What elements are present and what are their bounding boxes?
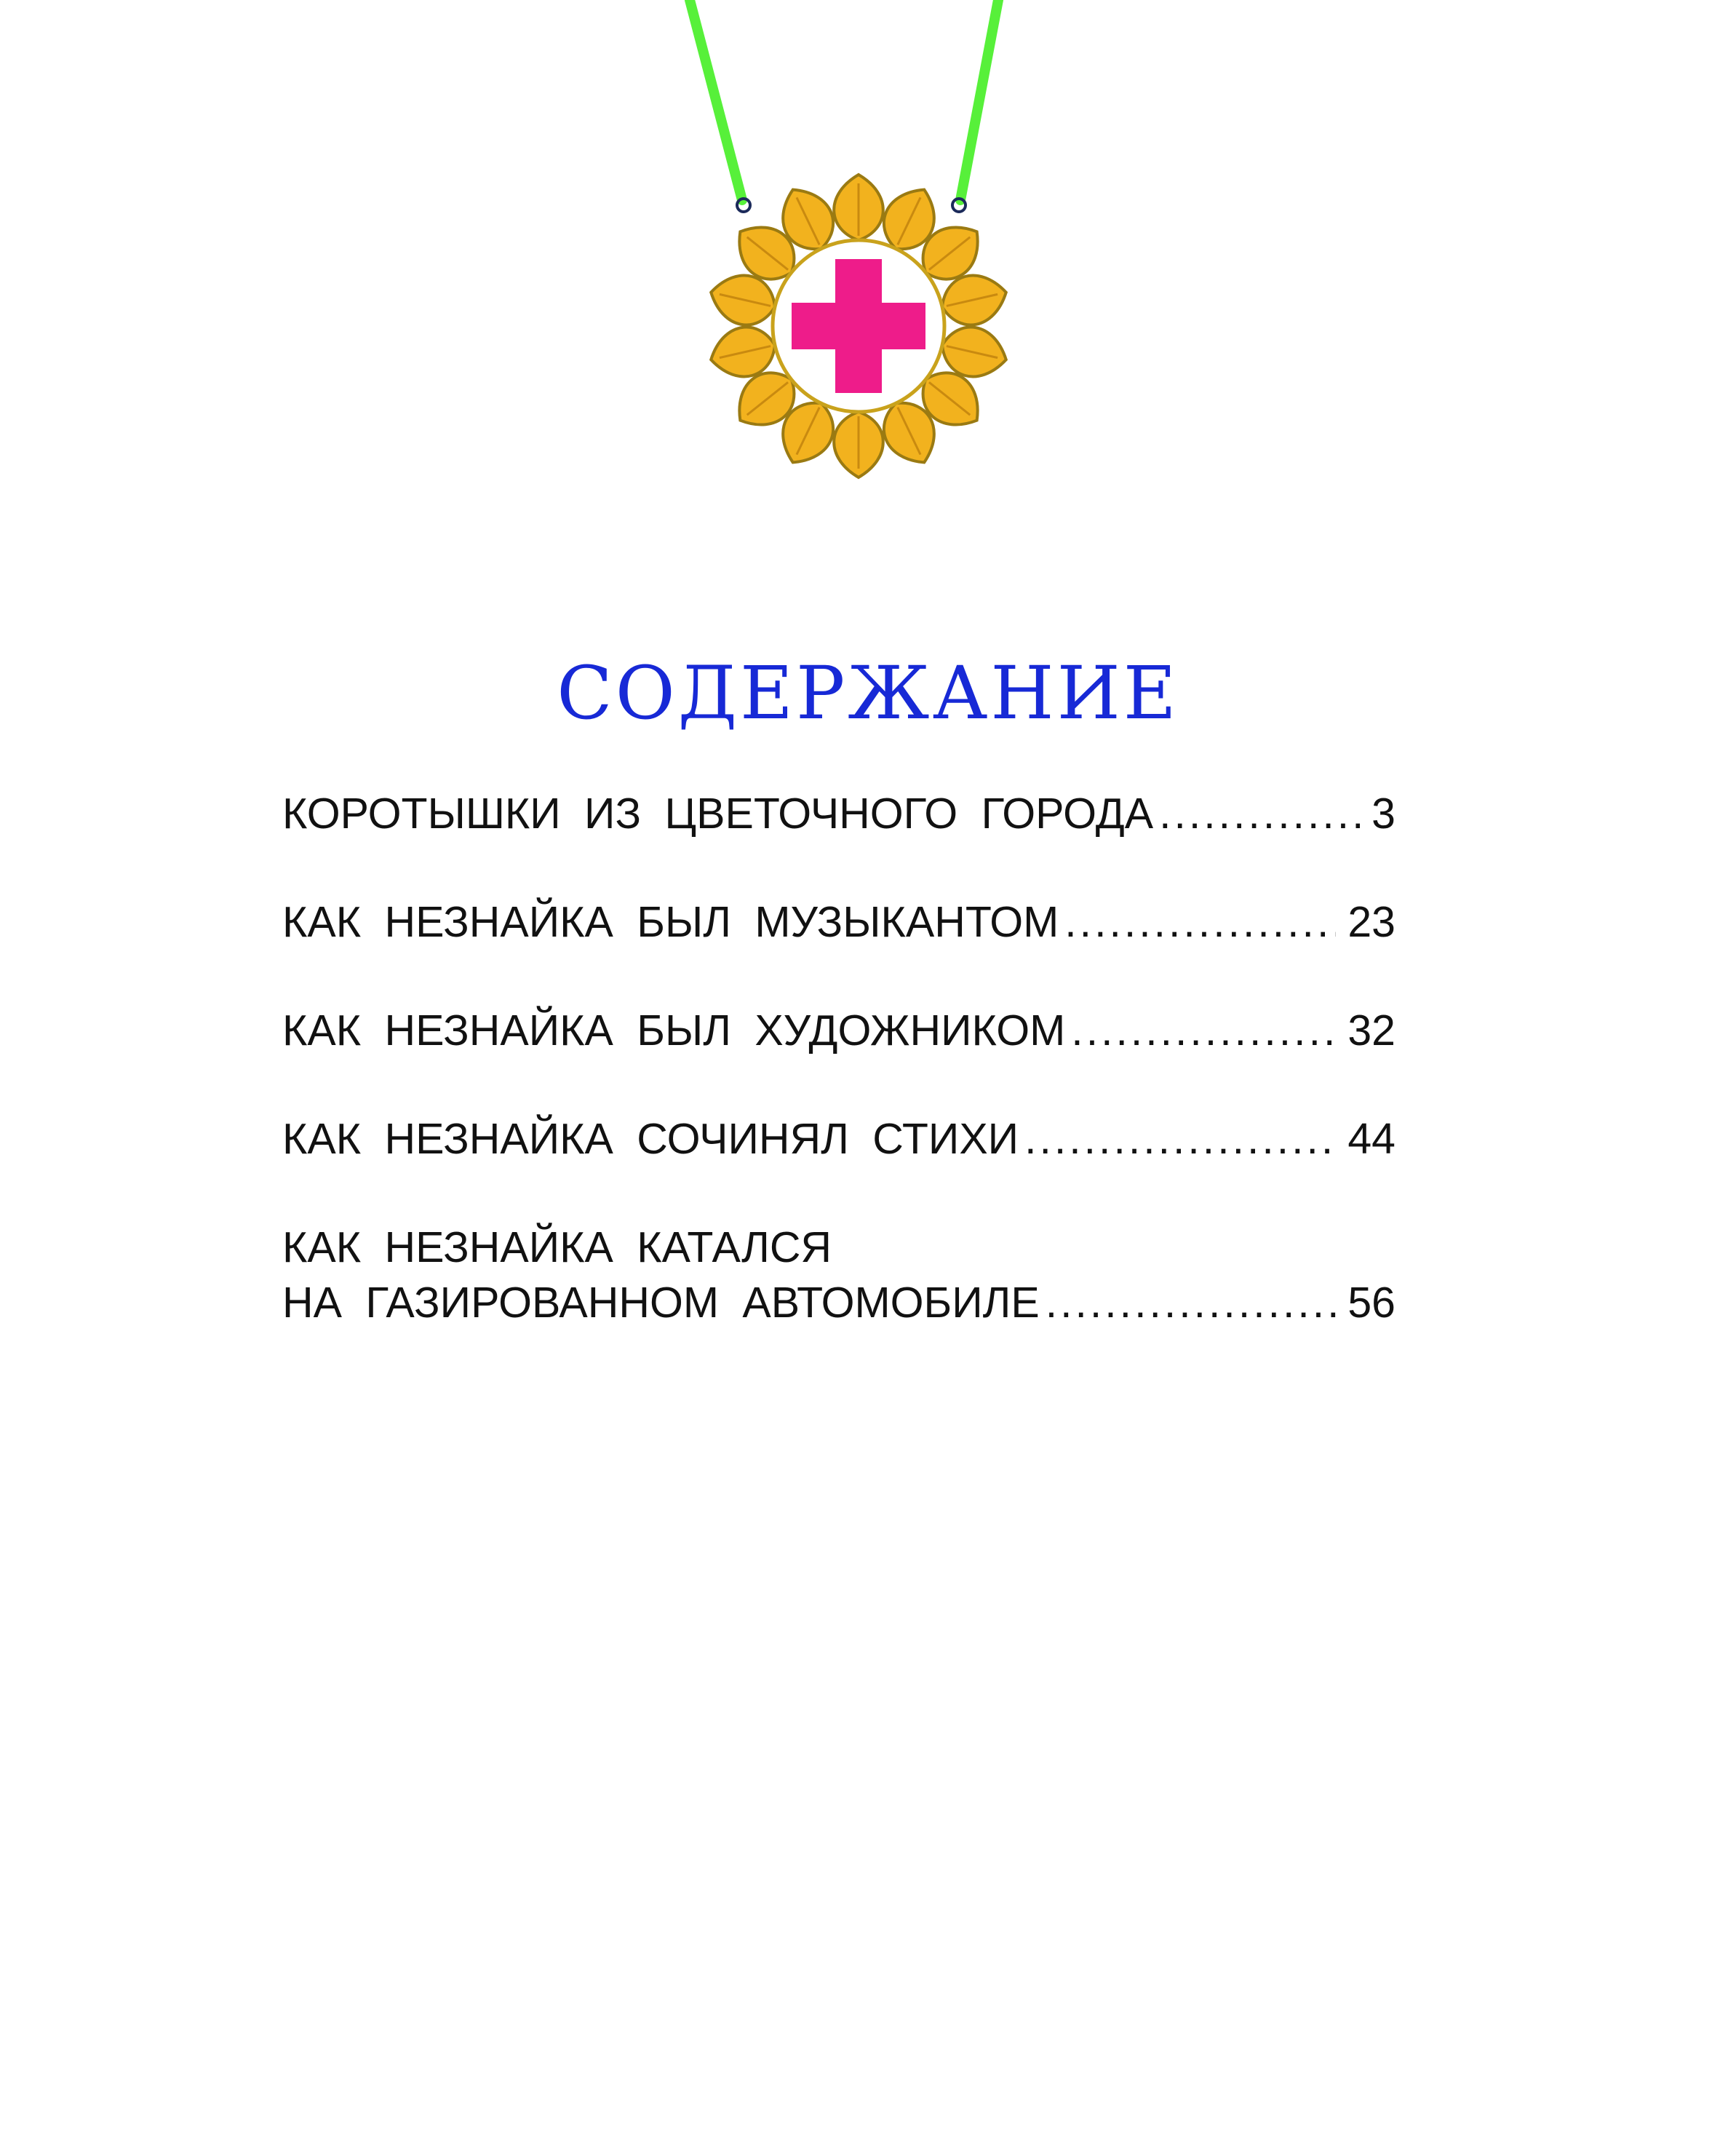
dot-leader [1024,1111,1336,1167]
toc-entry-row [282,1111,1395,1167]
toc-title: СОДЕРЖАНИЕ [557,651,1179,736]
toc-entry [282,894,1395,950]
toc-page-number: 32 [1347,1006,1395,1054]
cord-icon [690,0,998,212]
toc-page-number: 56 [1347,1279,1395,1327]
toc-entry [282,1220,1395,1330]
toc-entry-title: КАК НЕЗНАЙКА БЫЛ ХУДОЖНИКОМ [282,1006,1066,1054]
toc-entry-title: КОРОТЫШКИ ИЗ ЦВЕТОЧНОГО ГОРОДА [282,790,1154,838]
toc-entry-row [282,1003,1395,1058]
toc-entry-title: КАК НЕЗНАЙКА КАТАЛСЯ [282,1223,832,1271]
toc-entry-row [282,1275,1395,1330]
dot-leader [1046,1275,1337,1330]
toc-entry-row [282,894,1395,950]
toc-entry-title: КАК НЕЗНАЙКА БЫЛ МУЗЫКАНТОМ [282,898,1059,946]
toc-page-number: 44 [1347,1115,1395,1163]
toc-entry-title: КАК НЕЗНАЙКА СОЧИНЯЛ СТИХИ [282,1115,1019,1163]
toc-page-number: 3 [1371,790,1395,838]
dot-leader [1064,894,1336,950]
dot-leader [1159,786,1360,841]
toc-entry-row [282,786,1395,841]
table-of-contents [282,786,1395,1383]
toc-entry [282,1003,1395,1058]
toc-page-number: 23 [1347,898,1395,946]
toc-entry [282,786,1395,841]
toc-entry [282,1111,1395,1167]
sunflower-medal-icon [684,0,1033,480]
toc-entry-title: НА ГАЗИРОВАННОМ АВТОМОБИЛЕ [282,1279,1040,1327]
dot-leader [1071,1003,1336,1058]
